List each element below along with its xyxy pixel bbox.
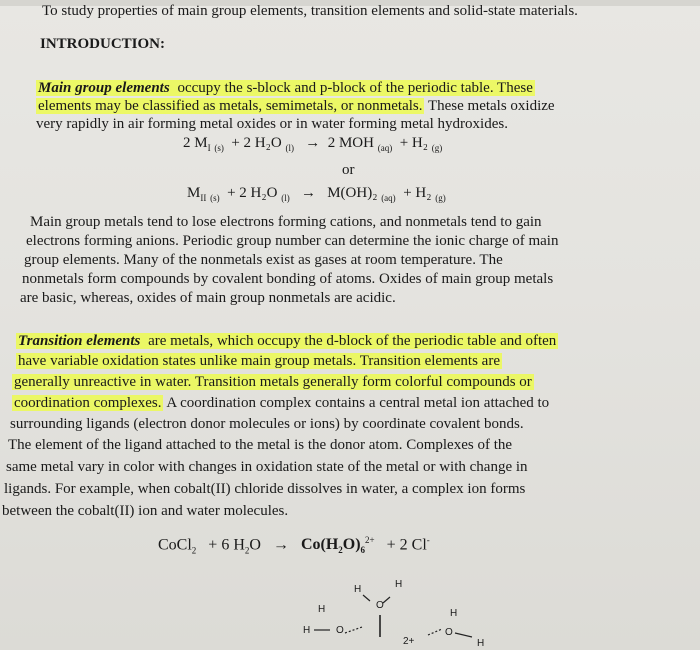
para3-line6: The element of the ligand attached to the metal is the donor atom. Complexes of the bbox=[8, 437, 513, 453]
para2-line3: group elements. Many of the nonmetals exist as gases at room temperature. The bbox=[24, 252, 503, 268]
atom-h1: H bbox=[354, 584, 362, 595]
para2-line4: nonmetals form compounds by covalent bonding of atoms. Oxides of main group metals bbox=[22, 271, 554, 287]
or-text: or bbox=[342, 162, 355, 178]
para3-line5: surrounding ligands (electron donor molecules or ions) by coordinate covalent bonds. bbox=[10, 416, 524, 432]
header-partial: To study properties of main group elements, transition elements and solid-state materials. bbox=[42, 3, 578, 19]
para3-line1: Transition elements are metals, which occupy the d-block of the periodic table and often bbox=[18, 333, 557, 349]
term-main-group: Main group elements bbox=[38, 80, 170, 96]
para3-line7: same metal vary in color with changes in oxidation state of the metal or with change in bbox=[6, 459, 528, 475]
para3-line8: ligands. For example, when cobalt(II) chloride dissolves in water, a complex ion forms bbox=[4, 481, 526, 497]
atom-o-right: O bbox=[445, 627, 453, 638]
atom-h2: H bbox=[395, 579, 403, 590]
para2-line5: are basic, whereas, oxides of main group nonmetals are acidic. bbox=[20, 290, 396, 306]
equation-2: $M_{II}$ $_{(s)}$ + 2 H₂O $_{(l)}$ → M(OH)₂ $_{(aq)}$ + H₂ $_{(g)}$ bbox=[187, 185, 446, 203]
equation-1: 2 $M_I$ $_{(s)}$ + 2 H₂O $_{(l)}$ → 2 MOH $_{(aq)}$ + H₂ $_{(g)}$ bbox=[183, 135, 443, 153]
atom-o-top: O bbox=[376, 600, 384, 611]
para1-line3: very rapidly in air forming metal oxides or in water forming metal hydroxides. bbox=[36, 116, 508, 132]
atom-h4: H bbox=[450, 608, 458, 619]
para3-line9: between the cobalt(II) ion and water molecules. bbox=[2, 503, 289, 519]
term-transition: Transition elements bbox=[18, 333, 141, 349]
atom-h3: H bbox=[318, 604, 326, 615]
section-title: INTRODUCTION: bbox=[40, 36, 166, 52]
bond-lines bbox=[300, 575, 500, 650]
equation-3: CoCl$_2$ + 6 $H_2O$ → $Co(H_2O)_6^{2+}$ + 2 Cl- bbox=[158, 535, 430, 556]
atom-h6: H bbox=[477, 638, 485, 649]
para3-line3: generally unreactive in water. Transition metals generally form colorful compounds or bbox=[14, 374, 532, 390]
para3-line2: have variable oxidation states unlike main group metals. Transition elements are bbox=[18, 353, 500, 369]
complex-charge: 2+ bbox=[403, 636, 415, 647]
para3-line4: coordination complexes. A coordination complex contains a central metal ion attached to bbox=[14, 395, 550, 411]
para1-line1: Main group elements occupy the s-block and p-block of the periodic table. These bbox=[38, 80, 533, 96]
para2-line1: Main group metals tend to lose electrons forming cations, and nonmetals tend to gain bbox=[30, 214, 542, 230]
atom-h5: H bbox=[303, 625, 311, 636]
para1-line2: elements may be classified as metals, semimetals, or nonmetals. These metals oxidize bbox=[38, 98, 555, 114]
para2-line2: electrons forming anions. Periodic group number can determine the ionic charge of main bbox=[26, 233, 559, 249]
atom-o-left: O bbox=[336, 625, 344, 636]
